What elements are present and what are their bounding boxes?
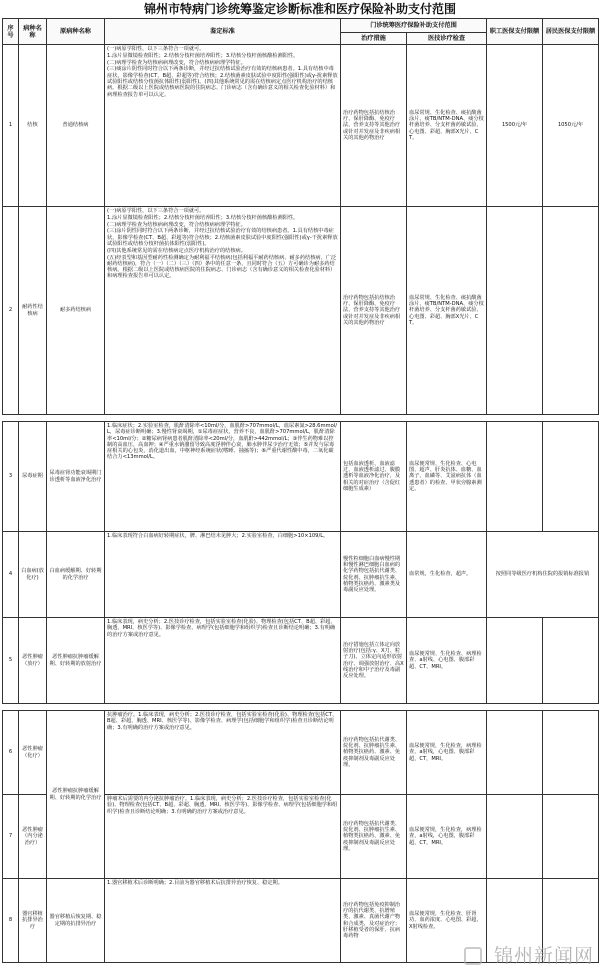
row-seq: 7 <box>3 795 19 879</box>
row-original-name: 普通结核病 <box>47 45 105 207</box>
row-exam: 血尿便常规，生化检查，病理检查，a射线，心电图、腹部彩超，CT，MRI。 <box>407 711 487 795</box>
standard-line: (三)涂片阴性同时符合以下两条诊断，并经过抗结核试验治疗有效的结核病患者。1.具有结核中毒症状，影像学检查(CT、B超、彩超等)符合结核；2.结核菌素皮肤试验中度阳性(强阳性)或γ-干扰素释放试验阳性或结核分枝杆菌抗体阳性(弱阳性)。 <box>107 228 338 247</box>
row-disease-name: 恶性肿瘤（内分泌治疗） <box>19 795 47 879</box>
row-treatment: 治疗药物包括抗代谢类、烷化剂、抗肿瘤抗生素、植物类抗癌药、激素、免疫抑制剂及毒副反应处理。 <box>341 711 407 795</box>
row-exam: 血常规，生化检查，超声。 <box>407 532 487 618</box>
row-seq: 1 <box>3 45 19 207</box>
header-disease: 病种名称 <box>19 19 47 45</box>
row-disease-name: 白血病(放化疗) <box>19 532 47 618</box>
table-row <box>3 532 599 618</box>
row-standard <box>105 711 341 795</box>
row-exam: 血尿便常规、生化检查、病理检查、a射线、心电图、腹部彩超、CT、MRI。 <box>407 618 487 704</box>
row-disease-name: 器官移植抗排异治疗 <box>19 879 47 963</box>
row-exam: 血尿常规、生化检查、痰抗酸菌涂片、痰TB/NTM-DNA、痰分枝杆菌培养、分支杆菌药敏试验、心电图、彩超、胸部X光片、CT。 <box>407 45 487 207</box>
row-seq: 3 <box>3 422 19 532</box>
row-standard <box>105 45 341 207</box>
row-seq: 5 <box>3 618 19 704</box>
row-original-name: 尿毒症肾功能衰竭期门诊透析等血液净化治疗 <box>47 422 105 532</box>
row-disease-name: 结核 <box>19 45 47 207</box>
standard-line: 1.涂片显微镜检查阳性；2.结核分枝杆菌培养阳性；3.结核分枝杆菌核酸检测阳性。 <box>107 214 299 221</box>
row-gap <box>3 704 599 711</box>
row-reimbursement-note: 按照同等级医疗机构住院的报销标准报销 <box>487 532 599 618</box>
row-disease-name: 恶性肿瘤（化疗） <box>19 711 47 795</box>
row-resident-limit <box>543 207 599 415</box>
document-title: 锦州市特病门诊统筹鉴定诊断标准和医疗保险补助支付范围 <box>143 2 456 16</box>
row-standard <box>105 618 341 704</box>
row-original-name: 恶性肿瘤抗肿瘤缓解期、好转期的化学治疗 <box>47 711 105 879</box>
row-standard <box>105 879 341 963</box>
watermark: 锦州新闻网 <box>493 945 594 967</box>
row-treatment: 治疗药物包括抗代谢类、烷化剂、抗肿瘤抗生素、植物类抗癌药、激素、免疫抑制剂及毒副反应处理。 <box>341 795 407 879</box>
row-seq: 4 <box>3 532 19 618</box>
table-row <box>3 45 599 207</box>
row-resident-limit <box>543 795 599 879</box>
row-employee-limit <box>487 795 543 879</box>
row-seq: 8 <box>3 879 19 963</box>
table-row <box>3 422 599 532</box>
header-original: 原病种名称 <box>47 19 105 45</box>
standard-line: 1.涂片显微镜检查阳性；2.结核分枝杆菌培养阳性；3.结核分枝杆菌核酸检测阳性。 <box>107 52 299 59</box>
header-employee-limit: 职工医保支付限额 <box>487 19 543 45</box>
row-resident-limit: 1050元/年 <box>543 45 599 207</box>
row-standard <box>105 422 341 532</box>
standard-line: (二)病理学检查为结核病病理改变，符合结核病病理学特征。 <box>107 59 246 66</box>
row-original-name: 恶性肿瘤抗肿瘤缓解期、好转期的放射治疗 <box>47 618 105 704</box>
header-treatment: 治疗措施 <box>341 33 407 45</box>
row-standard <box>105 532 341 618</box>
row-employee-limit <box>487 711 543 795</box>
standard-line: (一)病原学阳性，以下三条符合一项就可。 <box>107 208 205 214</box>
standards-table <box>2 18 599 963</box>
standard-line: 抗肿瘤治疗。1.临床表现，病史分析；2.医技诊疗检查，包括实验室检查(化验)、物理检查(包括CT、B超、彩超、胸透、MRI、核医学等)、影像学检查、病理学(包括细胞学和组织学)检查且诊断结论明确；3.有明确的治疗方案或治疗意见。 <box>107 712 338 731</box>
standard-line: 1.器官移植术后诊断明确；2.目前为器官移植术后抗排异治疗恢复、稳定期。 <box>107 880 283 886</box>
row-original-name: 器官移植后恢复期、稳定期的抗排异治疗 <box>47 879 105 963</box>
row-employee-limit: 1500元/年 <box>487 45 543 207</box>
row-seq: 6 <box>3 711 19 795</box>
row-gap <box>3 415 599 422</box>
row-exam: 血尿常规、生化检查、痰抗酸菌涂片、痰TB/NTM-DNA、痰分枝杆菌培养、分支杆菌药敏试验、心电图、彩超、胸部X光片、CT。 <box>407 207 487 415</box>
row-resident-limit <box>543 618 599 704</box>
standard-line: (五)经表型和基因型耐药性检测确定为耐利福平结核病(包括利福平耐药结核病、耐多药结核病、广泛耐药结核病)，符合（一）（二）（三）（四）条中的任意一条，且同时符合（五）方可确诊为耐多药结核病。根据二级以上医院或结核病医院的住院病志、门诊病志（含有确诊意义的相关检查化验材料）和病理检查报告单可以认定。 <box>107 254 337 280</box>
standard-line: (三)痰涂片阴性同时符合以下两条诊断，并经过抗结核试验治疗有效的结核病患者。1.具有结核中毒症状，影像学检查(CT、B超、彩超等)符合结核；2.结核菌素皮肤试验中度阳性(强阳性)或γ-扰素释放试验阳性或结核分枝菌抗体阳性(弱阳性)。(四)其他系统常见的需在结核病定点医疗机构治疗的结核病。根据二级以上医院或结核病医院的住院病志、门诊病志（含有确诊意义的相关检查化验材料）和病理检查报告单可以认定。 <box>107 66 338 98</box>
row-employee-limit <box>487 422 543 532</box>
row-treatment: 治疗药物包括抗结核治疗、保肝降酶、免疫疗法，营养支持等其他治疗或针对并发症及非疾病相关的其他药物治疗 <box>341 207 407 415</box>
row-original-name: 耐多药结核病 <box>47 207 105 415</box>
header-seq: 序号 <box>3 19 19 45</box>
row-disease-name: 尿毒症期 <box>19 422 47 532</box>
row-exam: 血尿便常规、生化检查、心电图、超声、肝炎抗体、血糖、血离子、血磷等、艾滋病抗体（血透患者）的检查、甲状旁腺素测定。 <box>407 422 487 532</box>
header-row <box>3 19 599 33</box>
standard-line: (二)病理学检查为结核病病理改变，符合结核病病理学特征。 <box>107 221 246 228</box>
row-exam: 血尿便常规，生化检查，病理检查，a射线，心电图，腹部彩超，CT，MRI。 <box>407 795 487 879</box>
standard-line: 肿瘤术后需要的内分泌抗肿瘤治疗。1.临床表现，病史分析；2.医技诊疗检查，包括实验室检查(化验)、物理检查(包括CT、B超、彩超、胸透、MRI、核医学等)、影像学检查、病理学(包括细胞学和组织学)检查且诊断结论明确；3.有明确的治疗方案或治疗意见。 <box>107 796 338 815</box>
standard-line: 1.临床表现，病史分析；2.医技诊疗检查，包括实验室检查(化验)、物理检查(包括CT、B超、彩超、胸透、MRI、核医学等)、影像学检查、病理学(包括细胞学和组织学)检查且诊断结论明确；3.有明确的治疗方案或治疗意见。 <box>107 619 336 638</box>
row-treatment: 慢性粒细胞白血病慢性期和慢性淋巴细胞白血病的化学药物包括抗代谢类、烷化剂、抗肿瘤抗生素、植物类抗癌药、激素类及毒副反应处理。 <box>341 532 407 618</box>
row-resident-limit <box>543 711 599 795</box>
header-exam: 医技诊疗检查 <box>407 33 487 45</box>
row-original-name: 白血病缓解期、好转期的化学治疗 <box>47 532 105 618</box>
table-row <box>3 618 599 704</box>
row-standard <box>105 795 341 879</box>
row-standard <box>105 207 341 415</box>
header-standard: 鉴定标准 <box>105 19 341 45</box>
row-employee-limit <box>487 618 543 704</box>
standard-line: (一)病原学阳性，以下三条符合一项就可。 <box>107 46 205 52</box>
header-scope-group: 门诊统筹医疗保险补助支付范围 <box>341 19 487 33</box>
row-resident-limit <box>543 422 599 532</box>
row-disease-name: 恶性肿瘤（放疗） <box>19 618 47 704</box>
standard-line: 1.临床症状；2.实验室检查，肌酐清除率<10ml/分，血肌酐>707mmol/L，血尿素氮>28.6mmol/L，尿毒症诊断明确；3.慢性肾衰竭期，①尿毒症症状，营养不良，血肌酐>707mmol/L，肌酐清除率<10ml/分；②糖尿病肾病患者肌酐清除率<20ml/分，血肌酐>442mmol/L；③伴生药物难以控制的高血压，高血钾；④严重水钠潴留导致高度浮肿伴心衰，肺水肿伴尿少治疗无效；⑤并发与尿毒症相关的心包炎，消化道出血，中枢神经系统症状(嗜睡、抽搐等)；⑥严重代谢性酸中毒，二氧化碳结合力<13mmol/L。 <box>107 423 337 461</box>
row-treatment: 包括血液透析、血液滤过、血液透析滤过、腹膜透析等血液净化治疗，及相关的对症治疗（含促红细胞生成素） <box>341 422 407 532</box>
row-treatment: 治疗措施包括立体定向放射治疗(包括:γ、X刀、粒子刀)、立体定向适形放射治疗、调强放射治疗、高X线治疗和中子治疗及毒副反应处理。 <box>341 618 407 704</box>
row-treatment: 治疗药物包括抗结核治疗、保肝降酶、免疫疗法，营养支持等其他治疗或针对并发症及非疾病相关的其他药物治疗 <box>341 45 407 207</box>
header-resident-limit: 居民医保支付限额 <box>543 19 599 45</box>
standard-line: 1.临床表现符合白血病好转期症状，脾、淋巴结未见肿大；2.实验室检查，白细胞>10×109/L。 <box>107 533 329 539</box>
row-exam: 血尿便常规，生化检查、肝肾功、血药浓度、心电图、彩超、X射线检查。 <box>407 879 487 963</box>
watermark-logo-icon <box>464 947 482 965</box>
standard-line: (四)其他系统常见的需在结核病定点医疗机构治疗的结核病。 <box>107 247 246 254</box>
row-seq: 2 <box>3 207 19 415</box>
table-row <box>3 711 599 795</box>
row-employee-limit <box>487 207 543 415</box>
table-row <box>3 207 599 415</box>
row-disease-name: 耐药性结核病 <box>19 207 47 415</box>
row-treatment: 治疗药物包括免疫抑制治疗的抗代谢类、抗增殖类、激素、真菌代谢产物和合成类，及对症治疗；肝移植受者的保肝、抗病毒药物 <box>341 879 407 963</box>
